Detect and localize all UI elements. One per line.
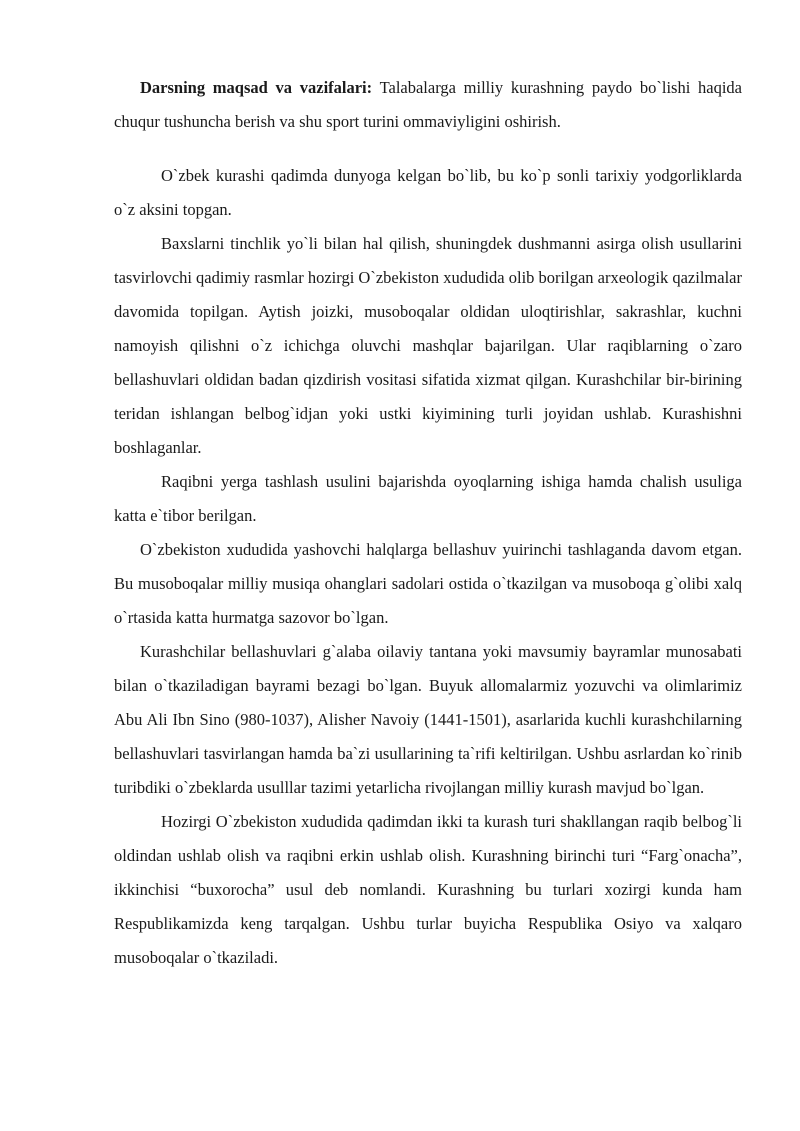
intro-text: Talabalarga milliy kurashning paydo bo`lishi haqida chuqur tushuncha berish va shu sport turini ommaviyligini oshirish.	[114, 78, 742, 131]
paragraph-4: O`zbekiston xududida yashovchi halqlarga bellashuv yuirinchi tashlaganda davom etgan. Bu musoboqalar milliy musiqa ohanglari sadolari ostida o`tkazilgan va musoboqa g`olibi xalq o`rtasida katta hurmatga sazovor bo`lgan.	[114, 540, 742, 627]
document-body	[114, 71, 742, 975]
paragraph-1: O`zbek kurashi qadimda dunyoga kelgan bo`lib, bu ko`p sonli tarixiy yodgorliklarda o`z aksini topgan.	[114, 166, 742, 219]
paragraph-6: Hozirgi O`zbekiston xududida qadimdan ikki ta kurash turi shakllangan raqib belbog`li oldindan ushlab olish va raqibni erkin ushlab olish. Kurashning birinchi turi “Farg`onacha”, ikkinchisi “buxorocha” usul deb nomlandi. Kurashning bu turlari xozirgi kunda ham Respublikamizda keng tarqalgan. Ushbu turlar buyicha Respublika Osiyo va xalqaro musoboqalar o`tkaziladi.	[114, 812, 742, 967]
intro-heading: Darsning maqsad va vazifalari:	[140, 78, 373, 97]
paragraph-5: Kurashchilar bellashuvlari g`alaba oilaviy tantana yoki mavsumiy bayramlar munosabati bilan o`tkaziladigan bayrami bezagi bo`lgan. Buyuk allomalarmiz yozuvchi va olimlarimiz Abu Ali Ibn Sino (980-1037), Alisher Navoiy (1441-1501), asarlarida kuchli kurashchilarning bellashuvlari tasvirlangan hamda ba`zi usullarining ta`rifi keltirilgan. Ushbu asrlardan ko`rinib turibdiki o`zbeklarda usulllar tazimi yetarlicha rivojlangan milliy kurash mavjud bo`lgan.	[114, 642, 742, 797]
intro-paragraph	[114, 71, 742, 139]
paragraph-2: Baxslarni tinchlik yo`li bilan hal qilish, shuningdek dushmanni asirga olish usullarini tasvirlovchi qadimiy rasmlar hozirgi O`zbekiston xududida olib borilgan arxeologik qazilmalar davomida topilgan. Aytish joizki, musoboqalar oldidan uloqtirishlar, sakrashlar, kuchni namoyish qilishni o`z ichichga oluvchi mashqlar bajarilgan. Ular raqiblarning o`zaro bellashuvlari oldidan badan qizdirish vositasi sifatida xizmat qilgan. Kurashchilar bir-birining teridan ishlangan belbog`idjan yoki ustki kiyimining turli joyidan ushlab. Kurashishni boshlaganlar.	[114, 234, 742, 457]
paragraph-3: Raqibni yerga tashlash usulini bajarishda oyoqlarning ishiga hamda chalish usuliga katta e`tibor berilgan.	[114, 472, 742, 525]
